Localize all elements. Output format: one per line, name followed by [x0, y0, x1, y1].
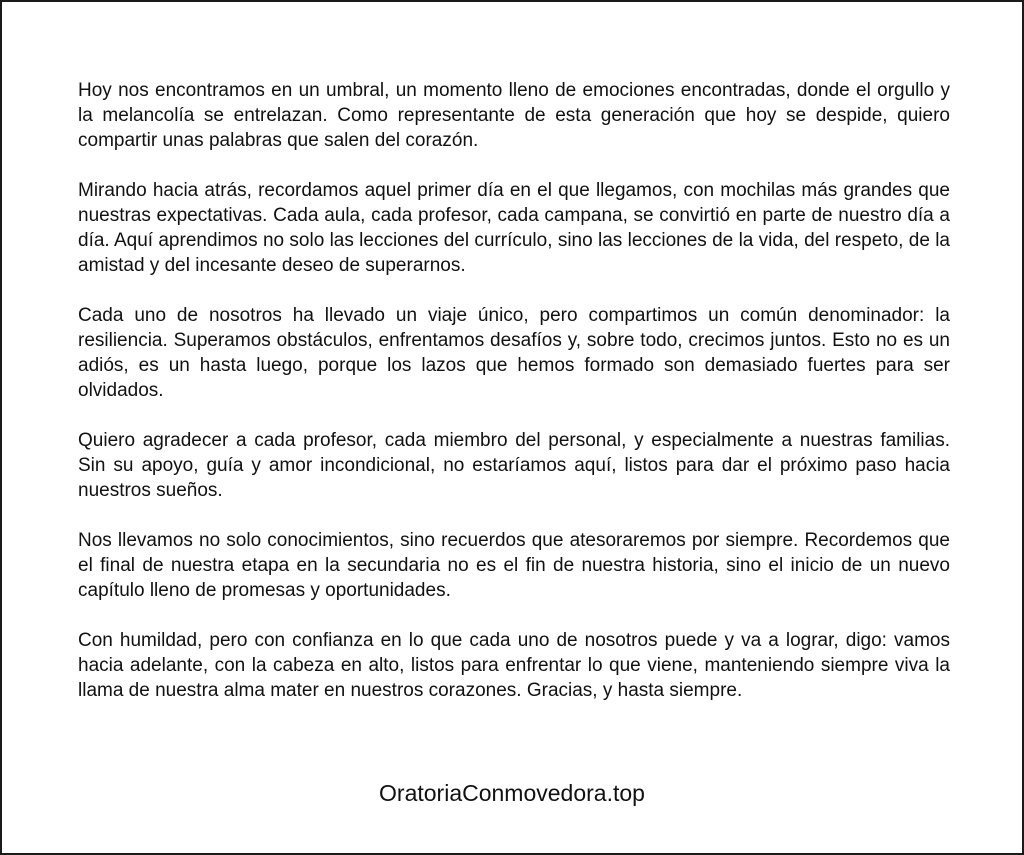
speech-paragraph: Hoy nos encontramos en un umbral, un momento lleno de emociones encontradas, donde el orgullo y la melancolía se entrelazan. Como representante de esta generación que hoy se despide, quiero compartir unas palabras que salen del corazón. — [78, 80, 950, 151]
speech-body — [78, 78, 950, 728]
speech-paragraph: Cada uno de nosotros ha llevado un viaje único, pero compartimos un común denominador: la resiliencia. Superamos obstáculos, enfrentamos desafíos y, sobre todo, crecimos juntos. Esto no es un adiós, es un hasta luego, porque los lazos que hemos formado son demasiado fuertes para ser olvidados. — [78, 305, 950, 401]
speech-paragraph: Mirando hacia atrás, recordamos aquel primer día en el que llegamos, con mochilas más grandes que nuestras expectativas. Cada aula, cada profesor, cada campana, se convirtió en parte de nuestro día a día. Aquí aprendimos no solo las lecciones del currículo, sino las lecciones de la vida, del respeto, de la amistad y del incesante deseo de superarnos. — [78, 180, 950, 276]
speech-paragraph: Quiero agradecer a cada profesor, cada miembro del personal, y especialmente a nuestras familias. Sin su apoyo, guía y amor incondicional, no estaríamos aquí, listos para dar el próximo paso hacia nuestros sueños. — [78, 430, 950, 501]
footer-site-name: OratoriaConmovedora.top — [379, 780, 645, 806]
speech-paragraph: Nos llevamos no solo conocimientos, sino recuerdos que atesoraremos por siempre. Recordemos que el final de nuestra etapa en la secundaria no es el fin de nuestra historia, sino el inicio de un nuevo capítulo lleno de promesas y oportunidades. — [78, 530, 950, 601]
speech-paragraph: Con humildad, pero con confianza en lo que cada uno de nosotros puede y va a lograr, digo: vamos hacia adelante, con la cabeza en alto, listos para enfrentar lo que viene, manteniendo siempre viva la llama de nuestra alma mater en nuestros corazones. Gracias, y hasta siempre. — [78, 630, 950, 701]
